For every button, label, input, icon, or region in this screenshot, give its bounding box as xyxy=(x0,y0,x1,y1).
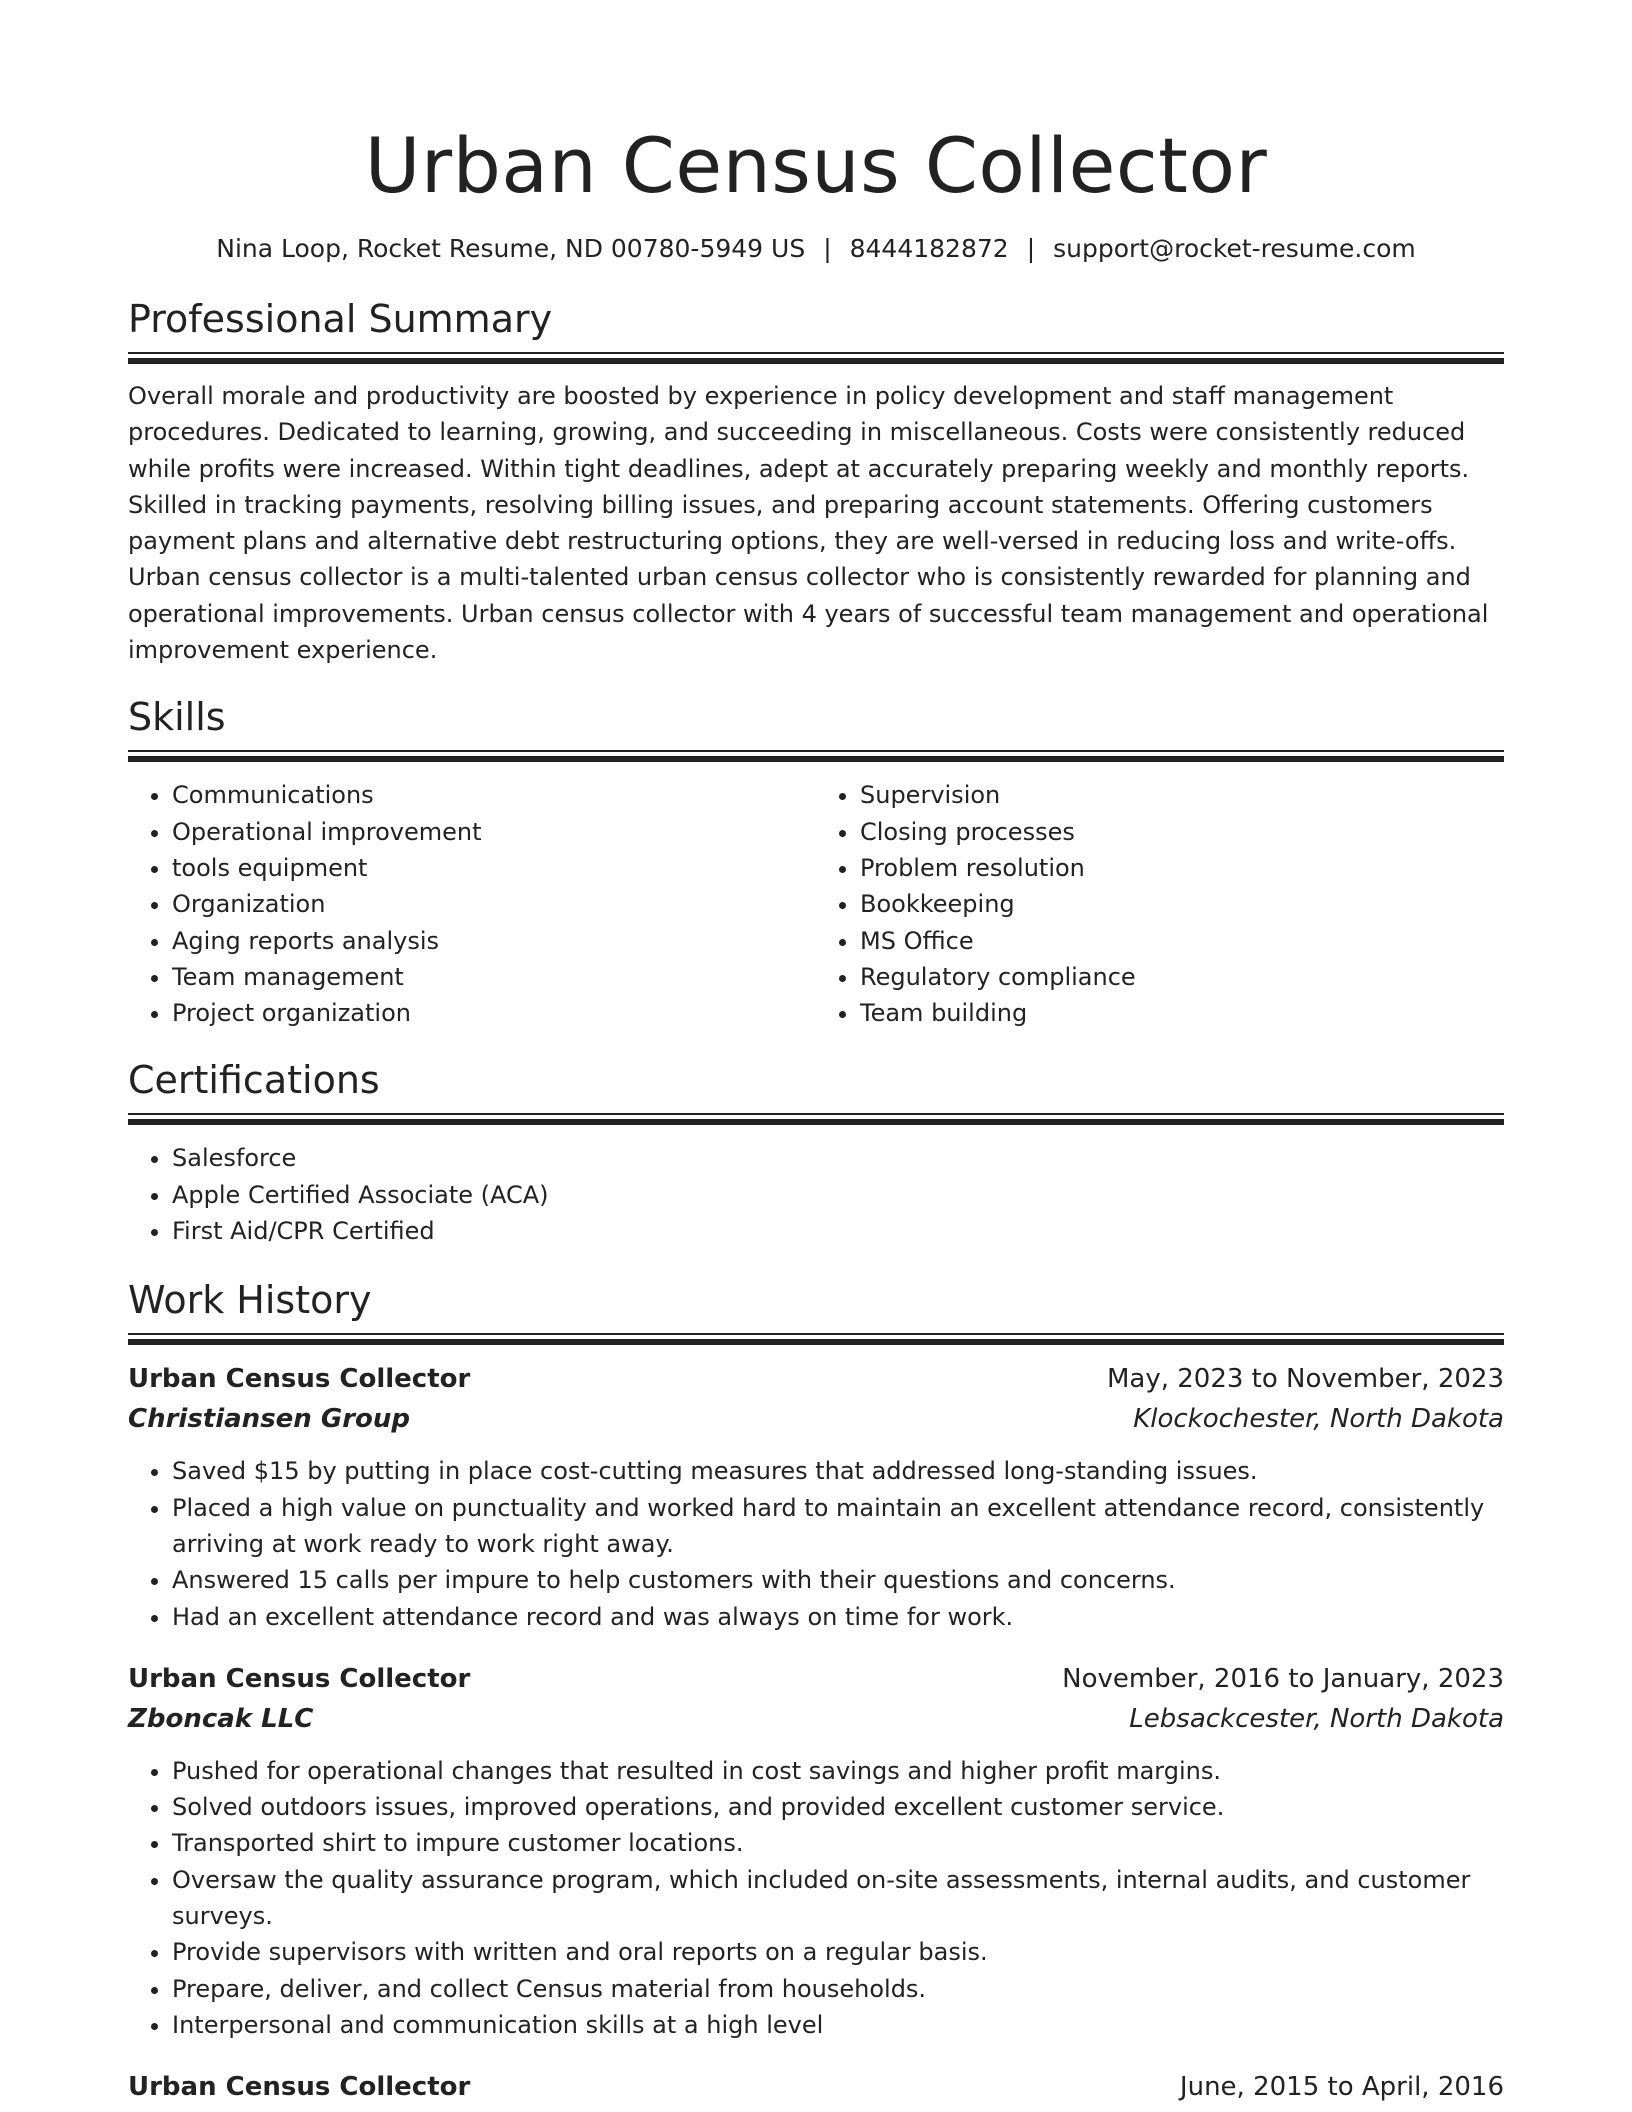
job-bullet: • Provide supervisors with written and oral reports on a regular basis. xyxy=(172,1934,1504,1970)
skills-section xyxy=(128,694,1504,1031)
job-bullet: • Oversaw the quality assurance program, which included on-site assessments, internal audits, and customer surveys. xyxy=(172,1862,1504,1935)
skill-item: • Closing processes xyxy=(860,814,1504,850)
section-divider xyxy=(128,750,1504,762)
skill-item: • tools equipment xyxy=(172,850,816,886)
job-entry xyxy=(128,1359,1504,1634)
contact-address: Nina Loop, Rocket Resume, ND 00780-5949 US xyxy=(216,234,806,263)
resume-title: Urban Census Collector xyxy=(364,121,1268,210)
skill-item: • Regulatory compliance xyxy=(860,959,1504,995)
section-divider xyxy=(128,1113,1504,1125)
certifications-list xyxy=(128,1140,1504,1249)
work-history-section xyxy=(128,1277,1504,2107)
contact-phone: 8444182872 xyxy=(849,234,1009,263)
job-company: Christiansen Group xyxy=(128,1404,411,1435)
skills-heading: Skills xyxy=(128,695,226,740)
contact-email: support@rocket-resume.com xyxy=(1053,234,1416,263)
job-dates: May, 2023 to November, 2023 xyxy=(1106,1364,1504,1395)
skill-item: • Supervision xyxy=(860,777,1504,813)
job-header-row xyxy=(128,1359,1504,1399)
job-location: Lebsackcester, North Dakota xyxy=(1129,1703,1504,1734)
job-company-row xyxy=(128,1399,1504,1439)
work-history-heading: Work History xyxy=(128,1278,372,1323)
skill-item: • Bookkeeping xyxy=(860,886,1504,922)
job-title: Urban Census Collector xyxy=(128,2072,471,2103)
job-bullet: • Solved outdoors issues, improved operations, and provided excellent customer service. xyxy=(172,1789,1504,1825)
contact-separator: | xyxy=(823,234,832,263)
certifications-heading: Certifications xyxy=(128,1058,380,1103)
skill-item: • Aging reports analysis xyxy=(172,923,816,959)
skill-item: • Problem resolution xyxy=(860,850,1504,886)
certification-item: • First Aid/CPR Certified xyxy=(172,1213,1504,1249)
skill-item: • Team management xyxy=(172,959,816,995)
contact-separator: | xyxy=(1026,234,1036,263)
skill-item: • Project organization xyxy=(172,995,816,1031)
skills-right-column xyxy=(816,777,1504,1031)
job-bullet: • Placed a high value on punctuality and worked hard to maintain an excellent attendance record, consistently arriving at work ready to work right away. xyxy=(172,1490,1504,1563)
certification-item: • Salesforce xyxy=(172,1140,1504,1176)
skill-item: • Communications xyxy=(172,777,816,813)
job-entry xyxy=(128,2067,1504,2107)
job-dates: November, 2016 to January, 2023 xyxy=(1062,1663,1504,1694)
job-header-row xyxy=(128,1659,1504,1699)
job-bullets xyxy=(128,1453,1504,1634)
certification-item: • Apple Certified Associate (ACA) xyxy=(172,1177,1504,1213)
contact-line xyxy=(128,232,1504,266)
job-company-row xyxy=(128,1699,1504,1739)
job-bullet: • Answered 15 calls per impure to help customers with their questions and concerns. xyxy=(172,1562,1504,1598)
job-bullets xyxy=(128,1753,1504,2043)
job-bullet: • Transported shirt to impure customer locations. xyxy=(172,1825,1504,1861)
skill-item: • Operational improvement xyxy=(172,814,816,850)
skill-item: • Organization xyxy=(172,886,816,922)
job-dates: June, 2015 to April, 2016 xyxy=(1179,2072,1504,2103)
job-bullet: • Had an excellent attendance record and was always on time for work. xyxy=(172,1599,1504,1635)
job-company: Zboncak LLC xyxy=(128,1703,314,1734)
job-header-row xyxy=(128,2067,1504,2107)
skills-columns xyxy=(128,777,1504,1031)
section-divider xyxy=(128,1333,1504,1345)
section-divider xyxy=(128,352,1504,364)
job-title: Urban Census Collector xyxy=(128,1364,471,1395)
certifications-section xyxy=(128,1057,1504,1249)
resume-page xyxy=(128,0,1504,2107)
job-bullet: • Interpersonal and communication skills at a high level xyxy=(172,2007,1504,2043)
job-title: Urban Census Collector xyxy=(128,1663,471,1694)
job-entry xyxy=(128,1659,1504,2043)
summary-heading: Professional Summary xyxy=(128,297,553,341)
skill-item: • MS Office xyxy=(860,923,1504,959)
job-bullet: • Pushed for operational changes that resulted in cost savings and higher profit margins. xyxy=(172,1753,1504,1789)
job-bullet: • Prepare, deliver, and collect Census material from households. xyxy=(172,1971,1504,2007)
summary-section xyxy=(128,296,1504,668)
job-bullet: • Saved $15 by putting in place cost-cutting measures that addressed long-standing issues. xyxy=(172,1453,1504,1489)
skills-left-column xyxy=(128,777,816,1031)
job-location: Klockochester, North Dakota xyxy=(1133,1404,1504,1435)
summary-text: Overall morale and productivity are boosted by experience in policy development and staff management procedures. Dedicated to learning, growing, and succeeding in miscellaneous. Costs were consistently reduced while profits were increased. Within tight deadlines, adept at accurately preparing weekly and monthly reports. Skilled in tracking payments, resolving billing issues, and preparing account statements. Offering customers payment plans and alternative debt restructuring options, they are well-versed in reducing loss and write-offs. Urban census collector is a multi-talented urban census collector who is consistently rewarded for planning and operational improvements. Urban census collector with 4 years of successful team management and operational improvement experience. xyxy=(128,382,1489,665)
skill-item: • Team building xyxy=(860,995,1504,1031)
